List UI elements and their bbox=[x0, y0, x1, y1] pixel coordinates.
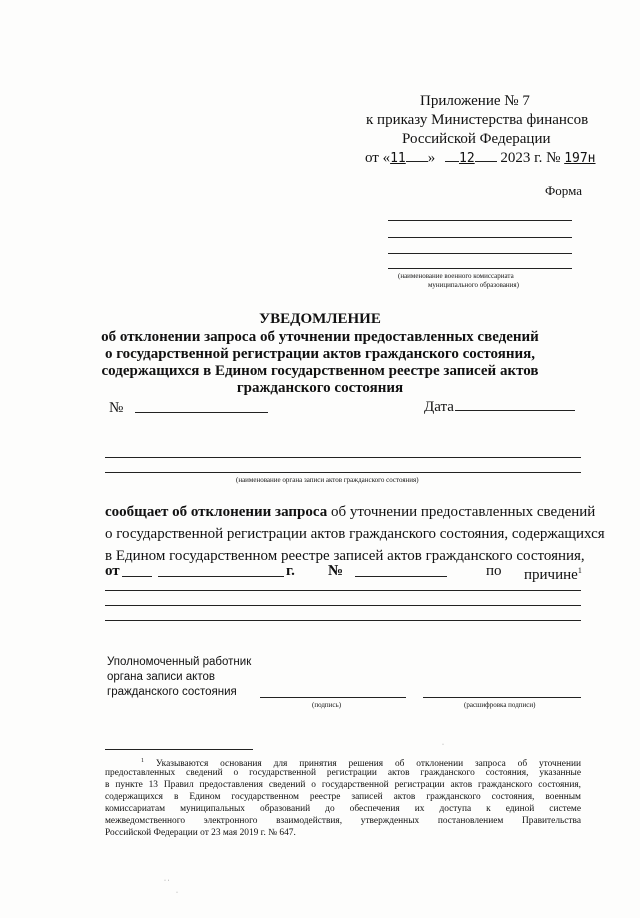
title-line-3: содержащихся в Едином государственном реестре записей актов bbox=[101, 363, 539, 379]
body-line-1 bbox=[105, 501, 596, 523]
po-label: по bbox=[486, 563, 502, 579]
date-day-underline bbox=[406, 161, 428, 162]
scan-speck-2: · bbox=[176, 890, 178, 896]
scan-speck-3: · bbox=[442, 742, 444, 748]
date-year: 2023 г. № bbox=[500, 150, 561, 166]
number-label: № bbox=[109, 400, 124, 416]
registry-line-1 bbox=[105, 457, 581, 458]
decode-caption: (расшифровка подписи) bbox=[464, 701, 536, 709]
reason-line-1 bbox=[105, 590, 581, 591]
footnote-line-1: $^1$ Указываются основания для принятия решения об отклонении запроса об уточнении bbox=[141, 758, 581, 770]
title-line-2: о государственной регистрации актов гражданского состояния, bbox=[104, 346, 536, 362]
date-field-line bbox=[455, 410, 575, 411]
body-line-2: о государственной регистрации актов гражданского состояния, содержащихся bbox=[105, 526, 605, 542]
num-field-line bbox=[355, 576, 447, 577]
reason-line-3 bbox=[105, 620, 581, 621]
commissariat-line-2 bbox=[388, 237, 572, 238]
from-day-line bbox=[122, 576, 152, 577]
appendix-line-1: Приложение № 7 bbox=[420, 93, 530, 109]
commissariat-caption-1: (наименование военного комиссариата bbox=[398, 272, 514, 280]
reason-label: причине$^1$ bbox=[524, 566, 582, 583]
commissariat-line-4 bbox=[388, 268, 572, 269]
appendix-line-2: к приказу Министерства финансов bbox=[366, 112, 589, 128]
signer-title-1: Уполномоченный работник bbox=[107, 656, 252, 668]
commissariat-line-1 bbox=[388, 220, 572, 221]
footnote-line-2: предоставленных сведений о государственной регистрации актов гражданского состояния, указанные bbox=[105, 768, 581, 778]
registry-caption: (наименование органа записи актов гражданского состояния) bbox=[236, 476, 419, 484]
from-label: от bbox=[105, 563, 120, 579]
date-prefix: от « bbox=[365, 150, 391, 166]
appendix-date-line bbox=[365, 148, 596, 169]
body-bold-start: сообщает об отклонении запроса bbox=[105, 504, 328, 520]
num-label: № bbox=[328, 563, 344, 579]
date-month-underline bbox=[475, 161, 497, 162]
registry-line-2 bbox=[105, 472, 581, 473]
footnote-line-7: Российской Федерации от 23 мая 2019 г. № 647. bbox=[105, 828, 296, 838]
signer-title-2: органа записи актов bbox=[107, 671, 215, 683]
document-title: УВЕДОМЛЕНИЕ bbox=[259, 311, 381, 327]
date-label: Дата bbox=[424, 399, 454, 415]
reason-line-2 bbox=[105, 605, 581, 606]
date-month: 12 bbox=[459, 151, 475, 166]
signature-caption: (подпись) bbox=[312, 701, 342, 709]
year-label: г. bbox=[286, 563, 295, 579]
date-day: 11 bbox=[390, 151, 406, 166]
footnote-line-4: содержащихся в Едином государственном реестре записей актов гражданского состояния, военным bbox=[105, 792, 581, 802]
signer-title-3: гражданского состояния bbox=[107, 686, 237, 698]
footnote-mark-ref: 1 bbox=[577, 566, 582, 575]
body-line-1-rest: об уточнении предоставленных сведений bbox=[327, 504, 596, 520]
footnote-line-3: в пункте 13 Правил предоставления сведений о государственной регистрации актов гражданского состояния, bbox=[105, 780, 581, 790]
form-label: Форма bbox=[545, 183, 582, 198]
body-line-3: в Едином государственном реестре записей актов гражданского состояния, bbox=[105, 548, 585, 564]
signature-line bbox=[260, 697, 406, 698]
commissariat-line-3 bbox=[388, 253, 572, 254]
order-number: 197н bbox=[564, 151, 596, 166]
title-line-1: об отклонении запроса об уточнении предоставленных сведений bbox=[101, 329, 539, 345]
from-date-line bbox=[158, 576, 284, 577]
footnote-line-5: комиссариатам муниципальных образований до обеспечения их доступа к единой системе bbox=[105, 804, 581, 814]
title-line-4: гражданского состояния bbox=[236, 380, 404, 396]
commissariat-caption-2: муниципального образования) bbox=[428, 281, 519, 289]
footnote-line-6: межведомственного электронного взаимодействия, утвержденных постановлением Правительства bbox=[105, 816, 581, 826]
decode-line bbox=[423, 697, 581, 698]
date-mid: » bbox=[427, 150, 436, 166]
footnote-separator bbox=[105, 749, 253, 750]
appendix-line-3: Российской Федерации bbox=[402, 131, 551, 147]
footnote-mark: 1 bbox=[141, 758, 144, 764]
scan-speck-1: · · bbox=[164, 878, 170, 884]
number-field-line bbox=[135, 412, 268, 413]
